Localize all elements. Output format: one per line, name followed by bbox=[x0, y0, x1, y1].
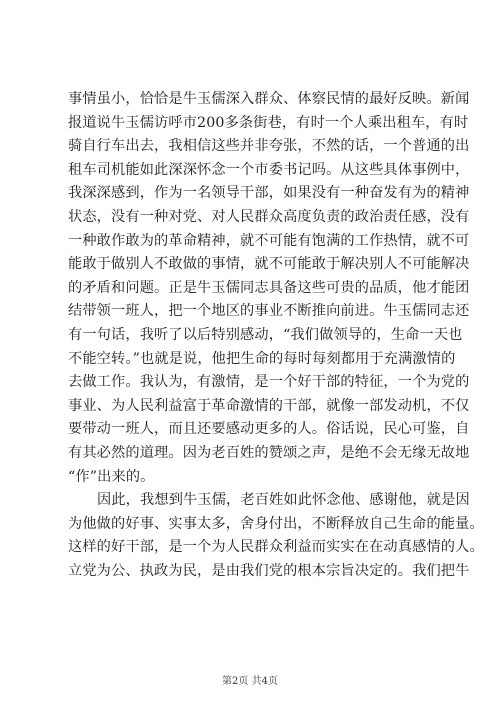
text-line: 骑自行车出去，我相信这些并非夸张，不然的话，一个普通的出 bbox=[68, 138, 470, 155]
text-line: 有其必然的道理。因为老百姓的赞颂之声，是绝不会无缘无故地 bbox=[68, 444, 470, 461]
text-line: 为他做的好事、实事太多，舍身付出，不断释放自己生命的能量。 bbox=[68, 515, 484, 532]
paragraph-end-line: “作”出来的。 bbox=[68, 468, 155, 485]
text-line: 租车司机能如此深深怀念一个市委书记吗。从这些具体事例中， bbox=[68, 161, 470, 178]
text-line: 状态，没有一种对党、对人民群众高度负责的政治责任感，没有 bbox=[68, 208, 470, 225]
text-line: 的矛盾和问题。正是牛玉儒同志具备这些可贵的品质，他才能团 bbox=[68, 279, 470, 296]
text-line: 不能空转。”也就是说，他把生命的每时每刻都用于充满激情的 bbox=[68, 350, 456, 367]
text-line: 这样的好干部，是一个为人民群众利益而实实在在动真感情的人。 bbox=[68, 539, 484, 556]
text-line: 去做工作。我认为，有激情，是一个好干部的特征，一个为党的 bbox=[68, 374, 470, 391]
text-line: 我深深感到，作为一名领导干部，如果没有一种奋发有为的精神 bbox=[68, 185, 470, 202]
text-line: 事情虽小，恰恰是牛玉儒深入群众、体察民情的最好反映。新闻 bbox=[68, 91, 470, 107]
text-line: 有一句话，我听了以后特别感动，“我们做领导的，生命一天也 bbox=[68, 326, 463, 343]
text-line: 事业、为人民利益富于革命激情的干部，就像一部发动机，不仅 bbox=[68, 397, 470, 414]
page-footer bbox=[0, 672, 500, 687]
text-line: 报道说牛玉儒访呼市200多条街巷，有时一个人乘出租车，有时 bbox=[68, 114, 469, 131]
text-line: 能敢于做别人不敢做的事情，就不可能敢于解决别人不可能解决 bbox=[68, 256, 470, 273]
body-text bbox=[68, 88, 484, 583]
text-line: 要带动一班人，而且还要感动更多的人。俗话说，民心可鉴，自 bbox=[68, 421, 470, 438]
text-line: 一种敢作敢为的革命精神，就不可能有饱满的工作热情，就不可 bbox=[68, 232, 470, 249]
paragraph-first-line: 因此，我想到牛玉儒，老百姓如此怀念他、感谢他，就是因 bbox=[97, 492, 470, 509]
text-line: 立党为公、执政为民，是由我们党的根本宗旨决定的。我们把牛 bbox=[68, 562, 470, 579]
page-number-label: 第2页 共4页 bbox=[222, 676, 278, 687]
text-line: 结带领一班人，把一个地区的事业不断推向前进。牛玉儒同志还 bbox=[68, 303, 470, 320]
